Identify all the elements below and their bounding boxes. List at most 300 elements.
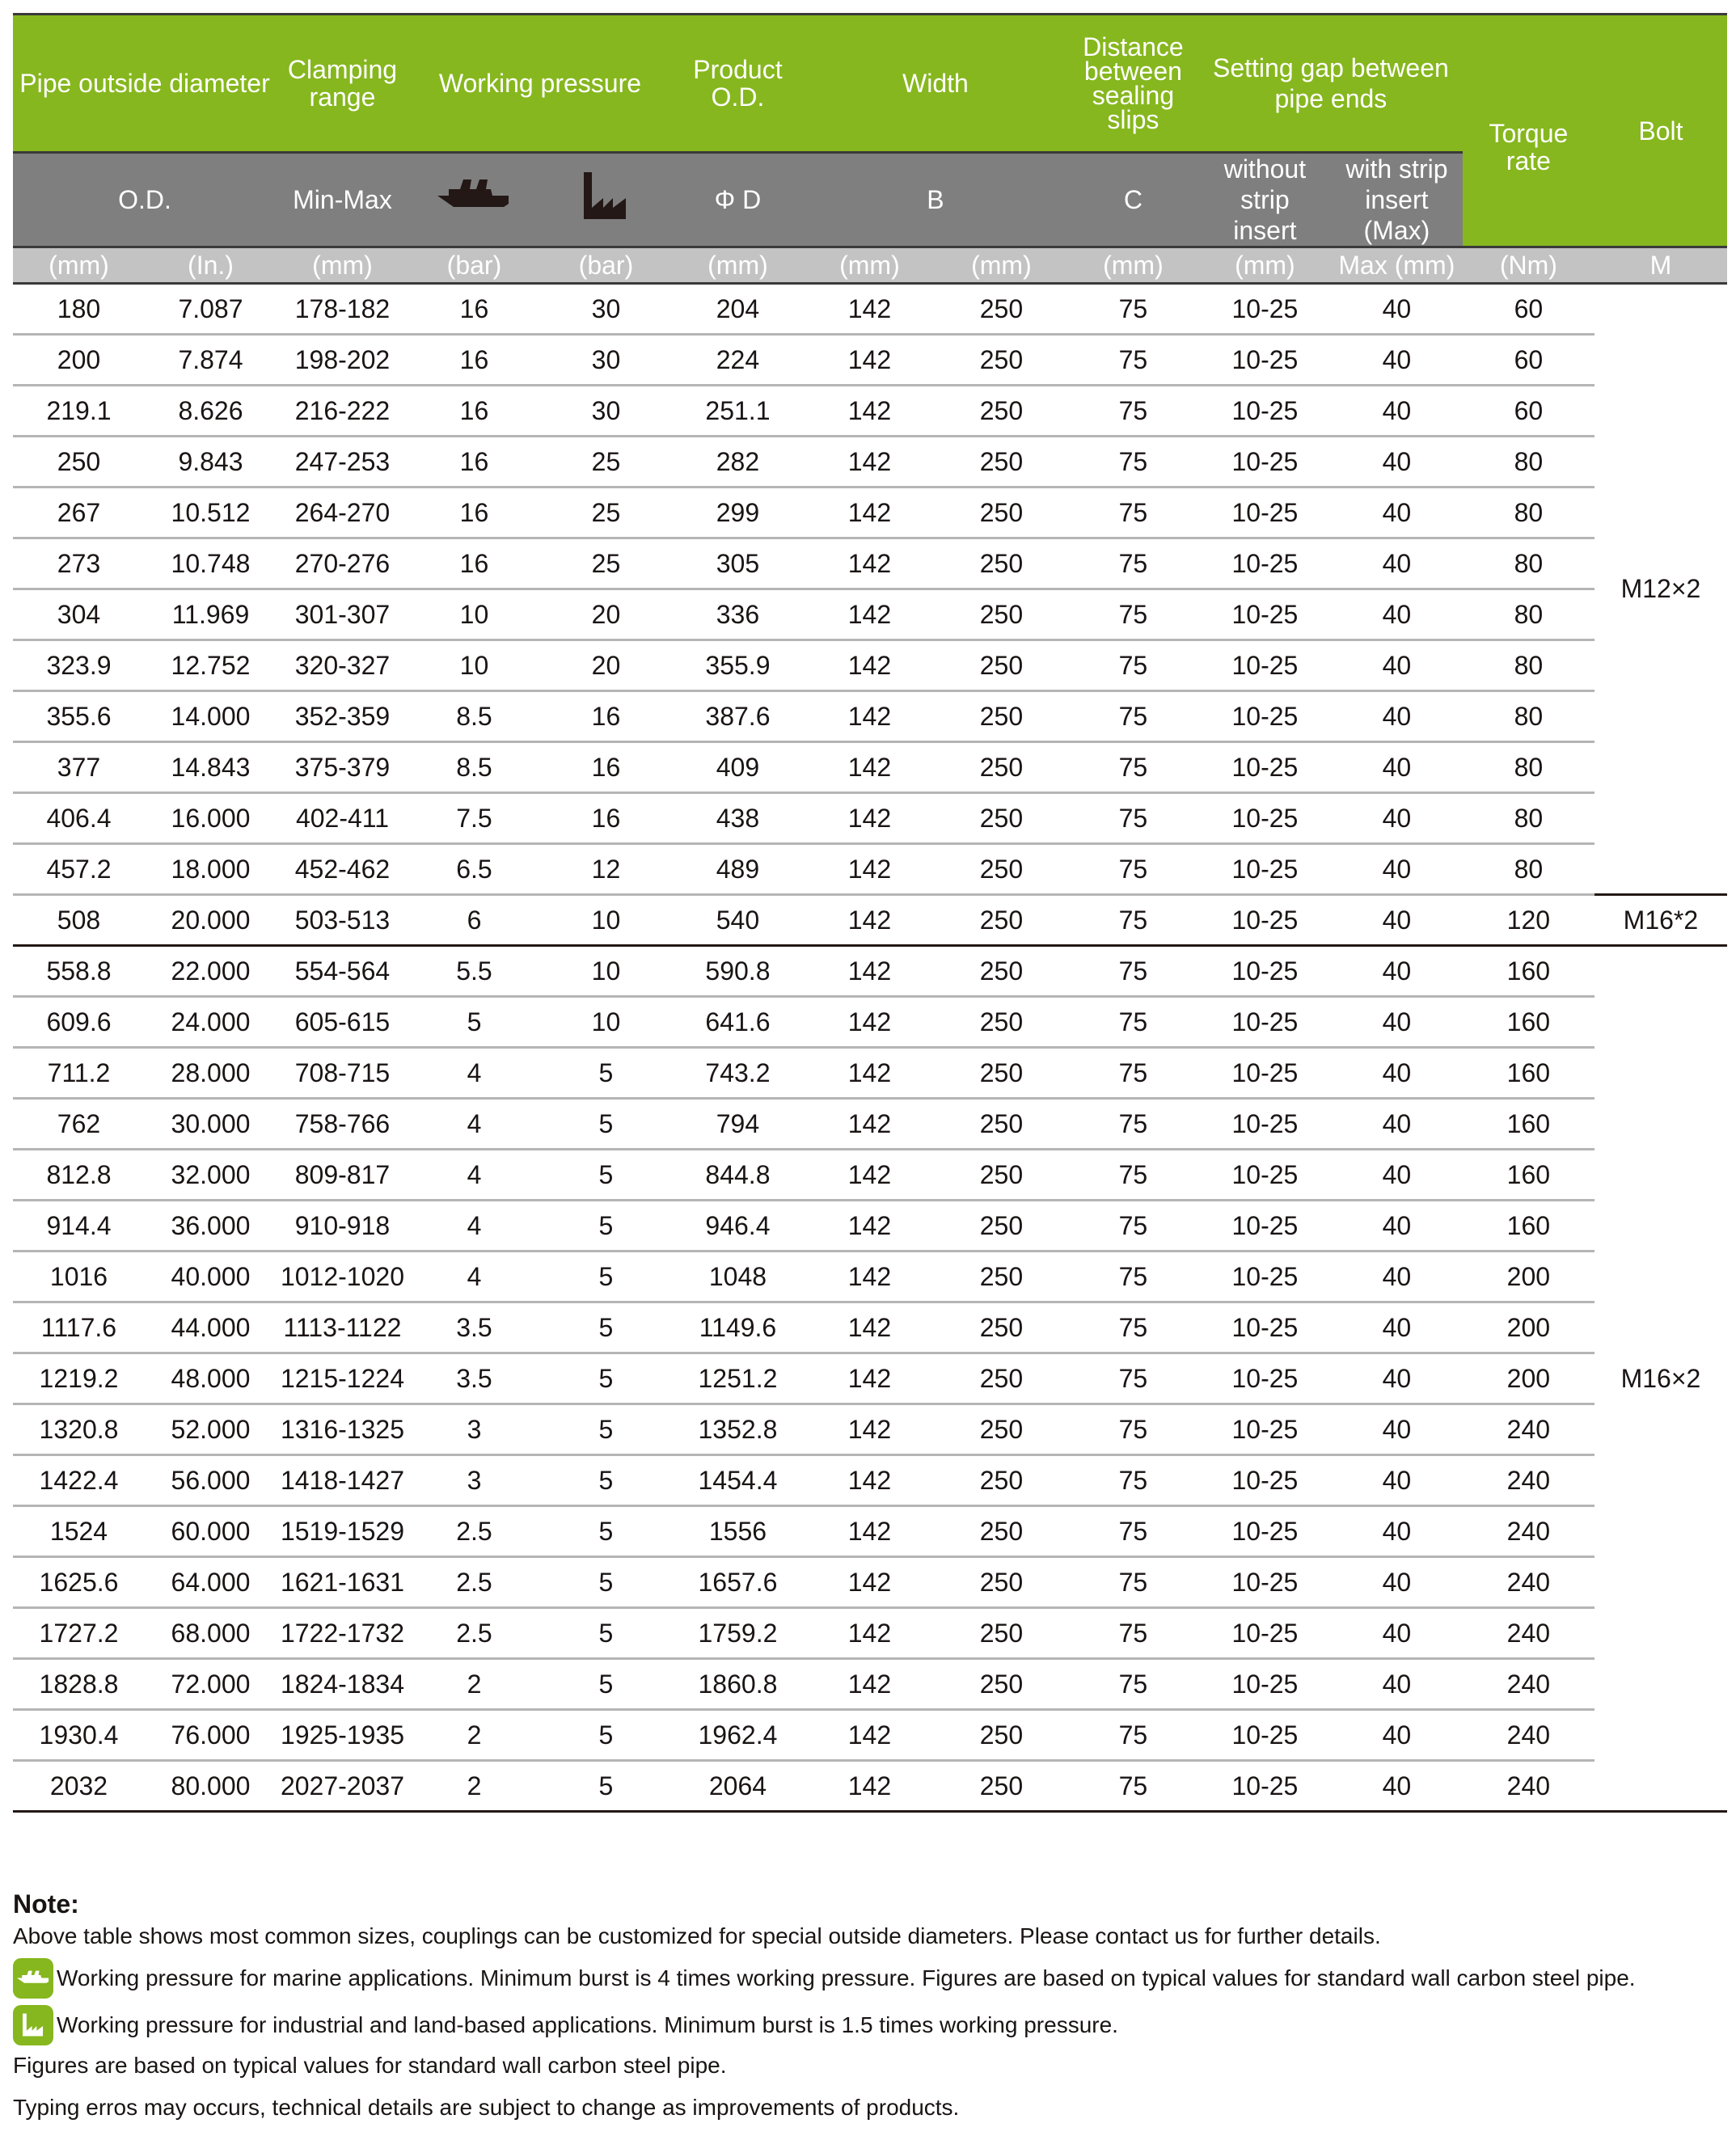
table-cell: 946.4 [672, 1201, 804, 1252]
table-cell: 25 [540, 437, 672, 488]
table-cell: 2 [408, 1710, 540, 1761]
units-row [13, 247, 1727, 284]
table-cell: 12 [540, 844, 672, 895]
table-cell: 794 [672, 1099, 804, 1150]
table-cell: 75 [1067, 437, 1199, 488]
unit-cell: (mm) [13, 247, 145, 284]
table-cell: 40 [1331, 1710, 1463, 1761]
table-cell: 40 [1331, 1557, 1463, 1608]
bolt-size-cell: M16*2 [1595, 895, 1727, 946]
table-cell: 40 [1331, 895, 1463, 946]
table-cell: 16 [540, 691, 672, 742]
table-row [13, 1455, 1727, 1506]
table-cell: 10-25 [1199, 1302, 1331, 1353]
table-row [13, 1302, 1727, 1353]
table-cell: 1316-1325 [277, 1404, 408, 1455]
table-row [13, 1150, 1727, 1201]
table-cell: 1860.8 [672, 1659, 804, 1710]
factory-icon [584, 172, 627, 227]
table-cell: 142 [804, 1404, 936, 1455]
table-cell: 1828.8 [13, 1659, 145, 1710]
table-cell: 75 [1067, 488, 1199, 538]
subheader-marine [408, 153, 540, 247]
table-cell: 250 [936, 1761, 1067, 1812]
table-row [13, 793, 1727, 844]
table-cell: 5 [540, 1506, 672, 1557]
subheader-industrial [540, 153, 672, 247]
table-cell: 10-25 [1199, 997, 1331, 1048]
table-cell: 1727.2 [13, 1608, 145, 1659]
table-cell: 240 [1463, 1557, 1595, 1608]
table-cell: 250 [936, 437, 1067, 488]
header-working-pressure: Working pressure [408, 15, 672, 153]
table-cell: 10 [408, 589, 540, 640]
table-cell: 142 [804, 742, 936, 793]
table-cell: 1759.2 [672, 1608, 804, 1659]
table-cell: 1320.8 [13, 1404, 145, 1455]
table-cell: 1657.6 [672, 1557, 804, 1608]
table-cell: 10-25 [1199, 1099, 1331, 1150]
subheader-without-strip: without strip insert [1199, 153, 1331, 247]
table-cell: 80 [1463, 538, 1595, 589]
table-cell: 40 [1331, 691, 1463, 742]
table-cell: 40 [1331, 1659, 1463, 1710]
table-cell: 5 [540, 1557, 672, 1608]
table-cell: 75 [1067, 1150, 1199, 1201]
table-cell: 40 [1331, 1048, 1463, 1099]
table-cell: 75 [1067, 1557, 1199, 1608]
table-row [13, 1099, 1727, 1150]
table-row [13, 335, 1727, 386]
table-cell: 40 [1331, 1150, 1463, 1201]
table-cell: 452-462 [277, 844, 408, 895]
table-cell: 40 [1331, 997, 1463, 1048]
table-cell: 142 [804, 1506, 936, 1557]
table-row [13, 997, 1727, 1048]
table-cell: 10-25 [1199, 589, 1331, 640]
table-cell: 10-25 [1199, 946, 1331, 997]
table-cell: 914.4 [13, 1201, 145, 1252]
table-cell: 247-253 [277, 437, 408, 488]
table-cell: 75 [1067, 895, 1199, 946]
table-cell: 40 [1331, 1201, 1463, 1252]
header-width: Width [804, 15, 1067, 153]
table-cell: 75 [1067, 1099, 1199, 1150]
table-cell: 30 [540, 386, 672, 437]
table-cell: 75 [1067, 793, 1199, 844]
table-cell: 1418-1427 [277, 1455, 408, 1506]
table-row [13, 1608, 1727, 1659]
table-cell: 1016 [13, 1252, 145, 1302]
table-row [13, 284, 1727, 335]
table-cell: 2.5 [408, 1608, 540, 1659]
table-cell: 142 [804, 488, 936, 538]
table-cell: 80 [1463, 793, 1595, 844]
table-row [13, 386, 1727, 437]
table-cell: 10.748 [145, 538, 277, 589]
table-cell: 40 [1331, 1099, 1463, 1150]
table-cell: 224 [672, 335, 804, 386]
table-cell: 80 [1463, 844, 1595, 895]
header-pipe-od: Pipe outside diameter [13, 15, 277, 153]
table-row [13, 589, 1727, 640]
table-cell: 1824-1834 [277, 1659, 408, 1710]
table-cell: 204 [672, 284, 804, 335]
table-cell: 60.000 [145, 1506, 277, 1557]
table-cell: 120 [1463, 895, 1595, 946]
table-cell: 80 [1463, 691, 1595, 742]
table-cell: 8.5 [408, 742, 540, 793]
table-cell: 142 [804, 1302, 936, 1353]
table-cell: 75 [1067, 1506, 1199, 1557]
table-row [13, 946, 1727, 997]
table-cell: 250 [936, 1608, 1067, 1659]
table-cell: 60 [1463, 386, 1595, 437]
table-cell: 40 [1331, 538, 1463, 589]
table-cell: 10-25 [1199, 1048, 1331, 1099]
table-cell: 80 [1463, 640, 1595, 691]
table-cell: 1352.8 [672, 1404, 804, 1455]
table-cell: 10 [408, 640, 540, 691]
table-cell: 489 [672, 844, 804, 895]
table-cell: 250 [936, 1252, 1067, 1302]
note-title: Note: [13, 1889, 79, 1919]
table-cell: 20.000 [145, 895, 277, 946]
table-cell: 16 [540, 742, 672, 793]
table-cell: 250 [936, 1506, 1067, 1557]
table-cell: 910-918 [277, 1201, 408, 1252]
table-cell: 142 [804, 437, 936, 488]
table-cell: 10 [540, 997, 672, 1048]
table-cell: 16 [408, 488, 540, 538]
table-cell: 762 [13, 1099, 145, 1150]
table-cell: 2064 [672, 1761, 804, 1812]
table-cell: 375-379 [277, 742, 408, 793]
table-row [13, 1710, 1727, 1761]
table-cell: 5 [540, 1201, 672, 1252]
table-cell: 336 [672, 589, 804, 640]
table-cell: 16 [540, 793, 672, 844]
table-cell: 1519-1529 [277, 1506, 408, 1557]
table-cell: 240 [1463, 1710, 1595, 1761]
table-cell: 142 [804, 946, 936, 997]
table-cell: 142 [804, 1353, 936, 1404]
table-cell: 75 [1067, 1455, 1199, 1506]
note-marine: Working pressure for marine applications. Minimum burst is 4 times working pressure. Figures are based on typical values for standard wall carbon steel pipe. [13, 1958, 1727, 1999]
table-cell: 250 [936, 1302, 1067, 1353]
table-cell: 24.000 [145, 997, 277, 1048]
table-cell: 1113-1122 [277, 1302, 408, 1353]
table-cell: 7.5 [408, 793, 540, 844]
coupling-spec-table [13, 15, 1727, 1813]
table-cell: 377 [13, 742, 145, 793]
table-cell: 200 [1463, 1252, 1595, 1302]
table-cell: 250 [936, 386, 1067, 437]
table-cell: 503-513 [277, 895, 408, 946]
table-cell: 10 [540, 946, 672, 997]
table-cell: 142 [804, 1150, 936, 1201]
table-cell: 558.8 [13, 946, 145, 997]
table-row [13, 437, 1727, 488]
table-cell: 40 [1331, 1302, 1463, 1353]
table-cell: 142 [804, 335, 936, 386]
table-cell: 200 [1463, 1302, 1595, 1353]
table-cell: 10-25 [1199, 640, 1331, 691]
table-cell: 160 [1463, 946, 1595, 997]
table-cell: 52.000 [145, 1404, 277, 1455]
table-cell: 250 [936, 284, 1067, 335]
unit-cell: (mm) [1067, 247, 1199, 284]
table-cell: 178-182 [277, 284, 408, 335]
table-cell: 250 [936, 1557, 1067, 1608]
table-cell: 438 [672, 793, 804, 844]
table-cell: 10-25 [1199, 1404, 1331, 1455]
table-cell: 5 [540, 1353, 672, 1404]
table-cell: 40 [1331, 793, 1463, 844]
table-cell: 10-25 [1199, 1761, 1331, 1812]
table-cell: 10-25 [1199, 1455, 1331, 1506]
table-cell: 142 [804, 1557, 936, 1608]
table-cell: 40 [1331, 1455, 1463, 1506]
table-cell: 711.2 [13, 1048, 145, 1099]
table-cell: 200 [1463, 1353, 1595, 1404]
table-cell: 40 [1331, 284, 1463, 335]
table-row [13, 538, 1727, 589]
table-cell: 75 [1067, 1608, 1199, 1659]
note-typing-errors: Typing erros may occurs, technical details are subject to change as improvements of products. [13, 2095, 960, 2120]
subheader-b: B [804, 153, 1067, 247]
table-cell: 75 [1067, 1659, 1199, 1710]
table-cell: 1962.4 [672, 1710, 804, 1761]
table-cell: 40 [1331, 742, 1463, 793]
table-cell: 40 [1331, 844, 1463, 895]
factory-badge-icon [13, 2005, 53, 2045]
table-cell: 1925-1935 [277, 1710, 408, 1761]
table-cell: 590.8 [672, 946, 804, 997]
table-cell: 40 [1331, 1761, 1463, 1812]
table-cell: 240 [1463, 1608, 1595, 1659]
header-distance: Distance between sealing slips [1067, 15, 1199, 153]
table-cell: 708-715 [277, 1048, 408, 1099]
table-cell: 75 [1067, 1302, 1199, 1353]
table-row [13, 1761, 1727, 1812]
table-cell: 36.000 [145, 1201, 277, 1252]
table-cell: 40 [1331, 335, 1463, 386]
table-cell: 142 [804, 1201, 936, 1252]
table-cell: 142 [804, 386, 936, 437]
table-cell: 142 [804, 640, 936, 691]
table-cell: 64.000 [145, 1557, 277, 1608]
table-cell: 10-25 [1199, 488, 1331, 538]
table-cell: 605-615 [277, 997, 408, 1048]
table-cell: 216-222 [277, 386, 408, 437]
table-cell: 75 [1067, 284, 1199, 335]
table-cell: 75 [1067, 844, 1199, 895]
table-cell: 75 [1067, 742, 1199, 793]
table-cell: 1556 [672, 1506, 804, 1557]
table-cell: 80.000 [145, 1761, 277, 1812]
table-cell: 10-25 [1199, 1353, 1331, 1404]
table-cell: 75 [1067, 1201, 1199, 1252]
table-cell: 142 [804, 1048, 936, 1099]
table-cell: 75 [1067, 335, 1199, 386]
subheader-with-strip: with strip insert (Max) [1331, 153, 1463, 247]
table-cell: 6.5 [408, 844, 540, 895]
table-cell: 250 [936, 1048, 1067, 1099]
unit-cell: M [1595, 247, 1727, 284]
table-cell: 2 [408, 1659, 540, 1710]
table-cell: 75 [1067, 997, 1199, 1048]
table-cell: 8.5 [408, 691, 540, 742]
table-cell: 250 [936, 640, 1067, 691]
table-cell: 323.9 [13, 640, 145, 691]
table-row [13, 1252, 1727, 1302]
notes-section [13, 1890, 1727, 2136]
table-cell: 142 [804, 793, 936, 844]
table-cell: 406.4 [13, 793, 145, 844]
table-cell: 40 [1331, 1608, 1463, 1659]
table-cell: 5 [540, 1608, 672, 1659]
table-cell: 20 [540, 640, 672, 691]
table-cell: 402-411 [277, 793, 408, 844]
table-cell: 5 [540, 1252, 672, 1302]
table-cell: 7.874 [145, 335, 277, 386]
table-cell: 457.2 [13, 844, 145, 895]
note-figures: Figures are based on typical values for standard wall carbon steel pipe. [13, 2053, 727, 2078]
table-cell: 40 [1331, 589, 1463, 640]
table-cell: 32.000 [145, 1150, 277, 1201]
table-cell: 44.000 [145, 1302, 277, 1353]
table-cell: 641.6 [672, 997, 804, 1048]
table-cell: 1625.6 [13, 1557, 145, 1608]
table-row [13, 1506, 1727, 1557]
table-cell: 142 [804, 1252, 936, 1302]
table-cell: 240 [1463, 1761, 1595, 1812]
table-cell: 250 [936, 1201, 1067, 1252]
table-cell: 554-564 [277, 946, 408, 997]
table-cell: 11.969 [145, 589, 277, 640]
table-cell: 250 [936, 335, 1067, 386]
table-cell: 76.000 [145, 1710, 277, 1761]
table-cell: 3 [408, 1404, 540, 1455]
table-cell: 250 [936, 538, 1067, 589]
table-cell: 142 [804, 844, 936, 895]
table-cell: 40 [1331, 1252, 1463, 1302]
table-cell: 2 [408, 1761, 540, 1812]
table-body [13, 284, 1727, 1812]
table-row [13, 1557, 1727, 1608]
table-cell: 1117.6 [13, 1302, 145, 1353]
table-row [13, 1201, 1727, 1252]
unit-cell: (In.) [145, 247, 277, 284]
table-cell: 56.000 [145, 1455, 277, 1506]
table-cell: 3.5 [408, 1302, 540, 1353]
table-cell: 198-202 [277, 335, 408, 386]
table-cell: 5 [540, 1099, 672, 1150]
table-row [13, 895, 1727, 946]
table-cell: 250 [936, 793, 1067, 844]
table-cell: 7.087 [145, 284, 277, 335]
table-cell: 75 [1067, 1710, 1199, 1761]
bolt-size-cell: M16×2 [1595, 946, 1727, 1812]
table-cell: 16 [408, 538, 540, 589]
header-torque-rate: Torque rate [1463, 15, 1595, 247]
table-cell: 4 [408, 1150, 540, 1201]
table-cell: 5 [540, 1048, 672, 1099]
table-cell: 2.5 [408, 1557, 540, 1608]
table-cell: 40 [1331, 437, 1463, 488]
table-cell: 142 [804, 538, 936, 589]
table-cell: 1219.2 [13, 1353, 145, 1404]
table-cell: 301-307 [277, 589, 408, 640]
table-cell: 3.5 [408, 1353, 540, 1404]
table-row [13, 640, 1727, 691]
table-row [13, 1353, 1727, 1404]
table-cell: 10-25 [1199, 335, 1331, 386]
table-cell: 1149.6 [672, 1302, 804, 1353]
table-cell: 142 [804, 284, 936, 335]
table-cell: 250 [936, 1659, 1067, 1710]
table-cell: 1722-1732 [277, 1608, 408, 1659]
table-cell: 250 [936, 742, 1067, 793]
table-cell: 10.512 [145, 488, 277, 538]
unit-cell: (bar) [408, 247, 540, 284]
table-cell: 355.9 [672, 640, 804, 691]
table-cell: 508 [13, 895, 145, 946]
table-cell: 142 [804, 1608, 936, 1659]
table-cell: 270-276 [277, 538, 408, 589]
table-cell: 219.1 [13, 386, 145, 437]
table-cell: 25 [540, 488, 672, 538]
table-cell: 1422.4 [13, 1455, 145, 1506]
table-cell: 80 [1463, 589, 1595, 640]
table-cell: 12.752 [145, 640, 277, 691]
table-row [13, 1659, 1727, 1710]
table-cell: 240 [1463, 1455, 1595, 1506]
header-clamping-range: Clamping range [277, 15, 408, 153]
table-cell: 142 [804, 589, 936, 640]
table-cell: 142 [804, 1761, 936, 1812]
subheader-phi-d: Φ D [672, 153, 804, 247]
table-cell: 282 [672, 437, 804, 488]
table-cell: 743.2 [672, 1048, 804, 1099]
table-cell: 5 [540, 1455, 672, 1506]
table-cell: 28.000 [145, 1048, 277, 1099]
table-cell: 251.1 [672, 386, 804, 437]
table-cell: 10-25 [1199, 437, 1331, 488]
table-cell: 16 [408, 386, 540, 437]
unit-cell: (mm) [672, 247, 804, 284]
table-cell: 250 [936, 895, 1067, 946]
table-cell: 1048 [672, 1252, 804, 1302]
header-setting-gap: Setting gap between pipe ends [1199, 15, 1463, 153]
table-cell: 40 [1331, 1506, 1463, 1557]
table-cell: 18.000 [145, 844, 277, 895]
table-cell: 240 [1463, 1404, 1595, 1455]
table-row [13, 488, 1727, 538]
table-cell: 10 [540, 895, 672, 946]
ship-badge-icon [13, 1958, 53, 1999]
table-cell: 304 [13, 589, 145, 640]
table-cell: 10-25 [1199, 1252, 1331, 1302]
table-cell: 540 [672, 895, 804, 946]
table-cell: 809-817 [277, 1150, 408, 1201]
table-cell: 68.000 [145, 1608, 277, 1659]
unit-cell: (mm) [277, 247, 408, 284]
table-cell: 609.6 [13, 997, 145, 1048]
table-cell: 5 [540, 1150, 672, 1201]
table-cell: 10-25 [1199, 1659, 1331, 1710]
